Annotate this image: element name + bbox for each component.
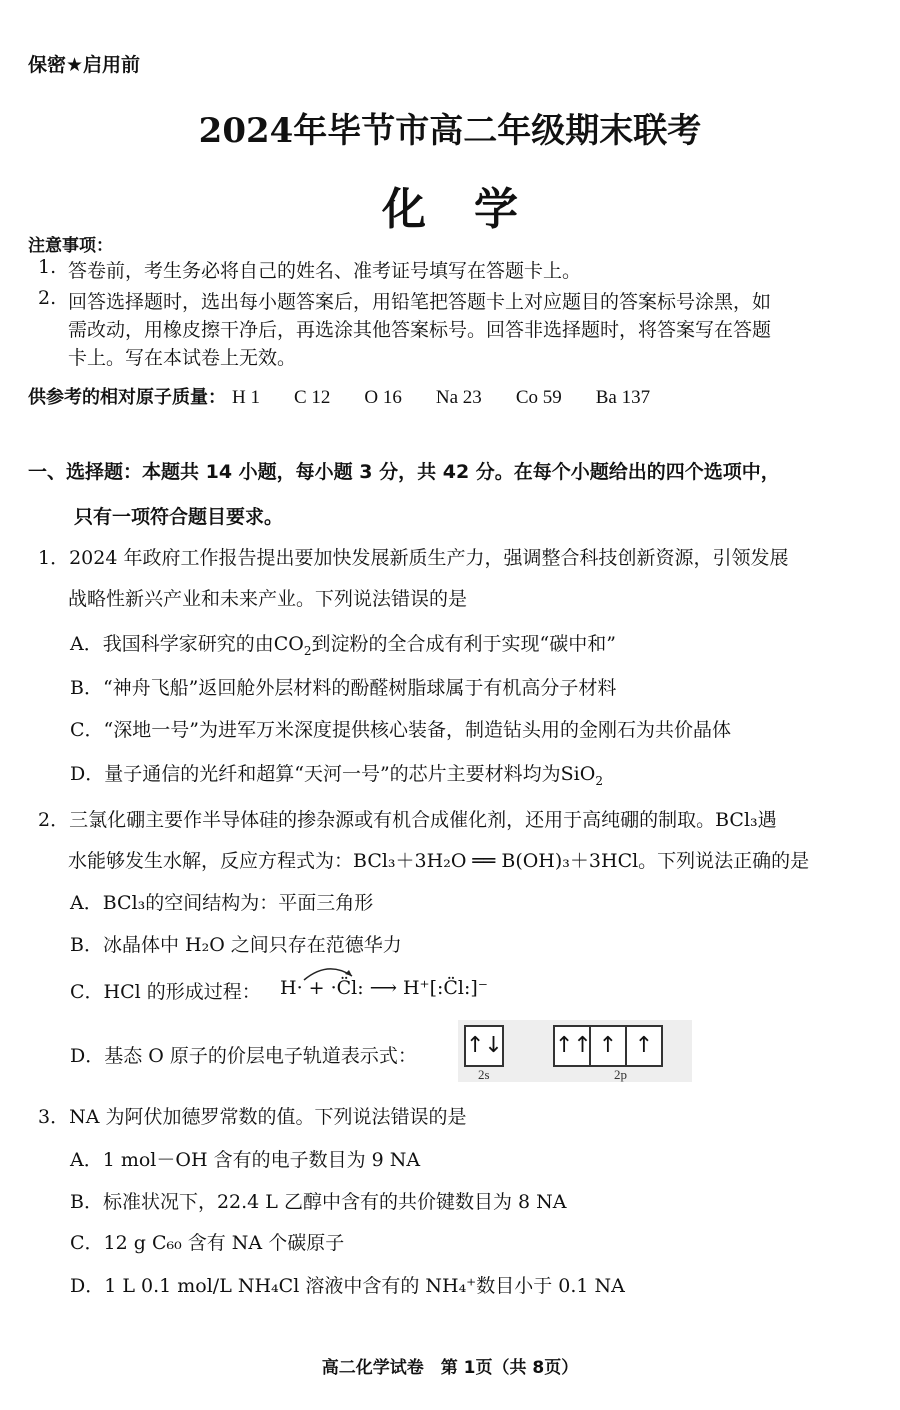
q1-stem-line-1: 1．2024 年政府工作报告提出要加快发展新质生产力，强调整合科技创新资源，引领发展 (38, 547, 789, 569)
orbital-2p-cell-2: ↑ (591, 1027, 627, 1065)
q1-option-d-subscript: 2 (595, 773, 603, 788)
mass-c: C 12 (293, 387, 331, 408)
note-1-number: 1. (38, 256, 57, 278)
note-2-line-2: 需改动，用橡皮擦干净后，再选涂其他答案标号。回答非选择题时，将答案写在答题 (68, 319, 772, 341)
q3-option-c: C．12 g C₆₀ 含有 NA 个碳原子 (70, 1232, 345, 1254)
electron-transfer-arrow-icon (300, 962, 360, 984)
q1-stem-line-2: 战略性新兴产业和未来产业。下列说法错误的是 (68, 588, 468, 610)
atomic-masses-label: 供参考的相对原子质量： (28, 387, 226, 408)
q1-option-a (70, 629, 616, 658)
q3-stem: 3．NA 为阿伏加德罗常数的值。下列说法错误的是 (38, 1106, 467, 1128)
q2-option-d-label: D．基态 O 原子的价层电子轨道表示式： (70, 1045, 417, 1067)
q3-option-d: D．1 L 0.1 mol/L NH₄Cl 溶液中含有的 NH₄⁺数目小于 0.1 NA (70, 1275, 625, 1297)
notes-heading: 注意事项： (28, 236, 113, 256)
q2-stem-line-2: 水能够发生水解，反应方程式为：BCl₃＋3H₂O ══ B(OH)₃＋3HCl。下列说法正确的是 (68, 850, 810, 872)
page-footer: 高二化学试卷 第 1页（共 8页） (321, 1358, 579, 1378)
q1-option-a-text-end: 到淀粉的全合成有利于实现“碳中和” (311, 633, 616, 655)
orbital-2s-label: 2s (478, 1067, 490, 1082)
exam-title: 2024年毕节市高二年级期末联考 (198, 111, 702, 151)
q1-option-a-subscript: 2 (303, 643, 312, 658)
q3-option-b: B．标准状况下，22.4 L 乙醇中含有的共价键数目为 8 NA (70, 1191, 567, 1213)
section-1-instruction: 只有一项符合题目要求。 (74, 506, 284, 528)
q3-option-a: A．1 mol－OH 含有的电子数目为 9 NA (70, 1149, 421, 1171)
q1-option-d (70, 759, 603, 788)
subject-title: 化学 (382, 184, 566, 235)
note-2-line-1: 回答选择题时，选出每小题答案后，用铅笔把答题卡上对应题目的答案标号涂黑，如 (68, 291, 772, 313)
confidential-label: 保密★启用前 (28, 54, 141, 76)
mass-h: H 1 (232, 387, 260, 408)
orbital-2p-box (553, 1025, 663, 1067)
atomic-masses (28, 383, 678, 409)
q1-option-b: B．“神舟飞船”返回舱外层材料的酚醛树脂球属于有机高分子材料 (70, 677, 617, 699)
orbital-2p-cell-3: ↑ (634, 1033, 654, 1058)
q1-option-d-text: D．量子通信的光纤和超算“天河一号”的芯片主要材料均为SiO (70, 763, 596, 785)
orbital-2s-box (464, 1025, 504, 1067)
q2-option-b: B．冰晶体中 H₂O 之间只存在范德华力 (70, 934, 402, 956)
note-1-text: 答卷前，考生务必将自己的姓名、准考证号填写在答题卡上。 (68, 260, 582, 282)
orbital-2s-electrons: ↑↓ (466, 1033, 503, 1058)
orbital-2p-label: 2p (614, 1067, 627, 1082)
note-2-number: 2. (38, 287, 57, 309)
q2-option-a: A．BCl₃的空间结构为：平面三角形 (70, 892, 374, 914)
q2-option-c-label: C．HCl 的形成过程： (70, 981, 261, 1003)
q2-stem-line-1: 2．三氯化硼主要作半导体硅的掺杂源或有机合成催化剂，还用于高纯硼的制取。BCl₃遇 (38, 809, 777, 831)
mass-ba: Ba 137 (595, 387, 651, 408)
mass-o: O 16 (364, 387, 402, 408)
q1-option-c: C．“深地一号”为进军万米深度提供核心装备，制造钻头用的金刚石为共价晶体 (70, 719, 731, 741)
q1-option-a-text: A．我国科学家研究的由CO (70, 633, 304, 655)
mass-co: Co 59 (515, 387, 562, 408)
section-1-heading: 一、选择题：本题共 14 小题，每小题 3 分，共 42 分。在每个小题给出的四个选项中， (28, 461, 780, 483)
note-2-line-3: 卡上。写在本试卷上无效。 (68, 347, 297, 369)
hcl-formation-formula: H· + ·C̈l: ⟶ H⁺[:C̈l:]⁻ (280, 977, 488, 999)
orbital-2p-cell-1: ↑↑ (555, 1027, 591, 1065)
orbital-diagram (458, 1020, 692, 1082)
mass-na: Na 23 (435, 387, 482, 408)
